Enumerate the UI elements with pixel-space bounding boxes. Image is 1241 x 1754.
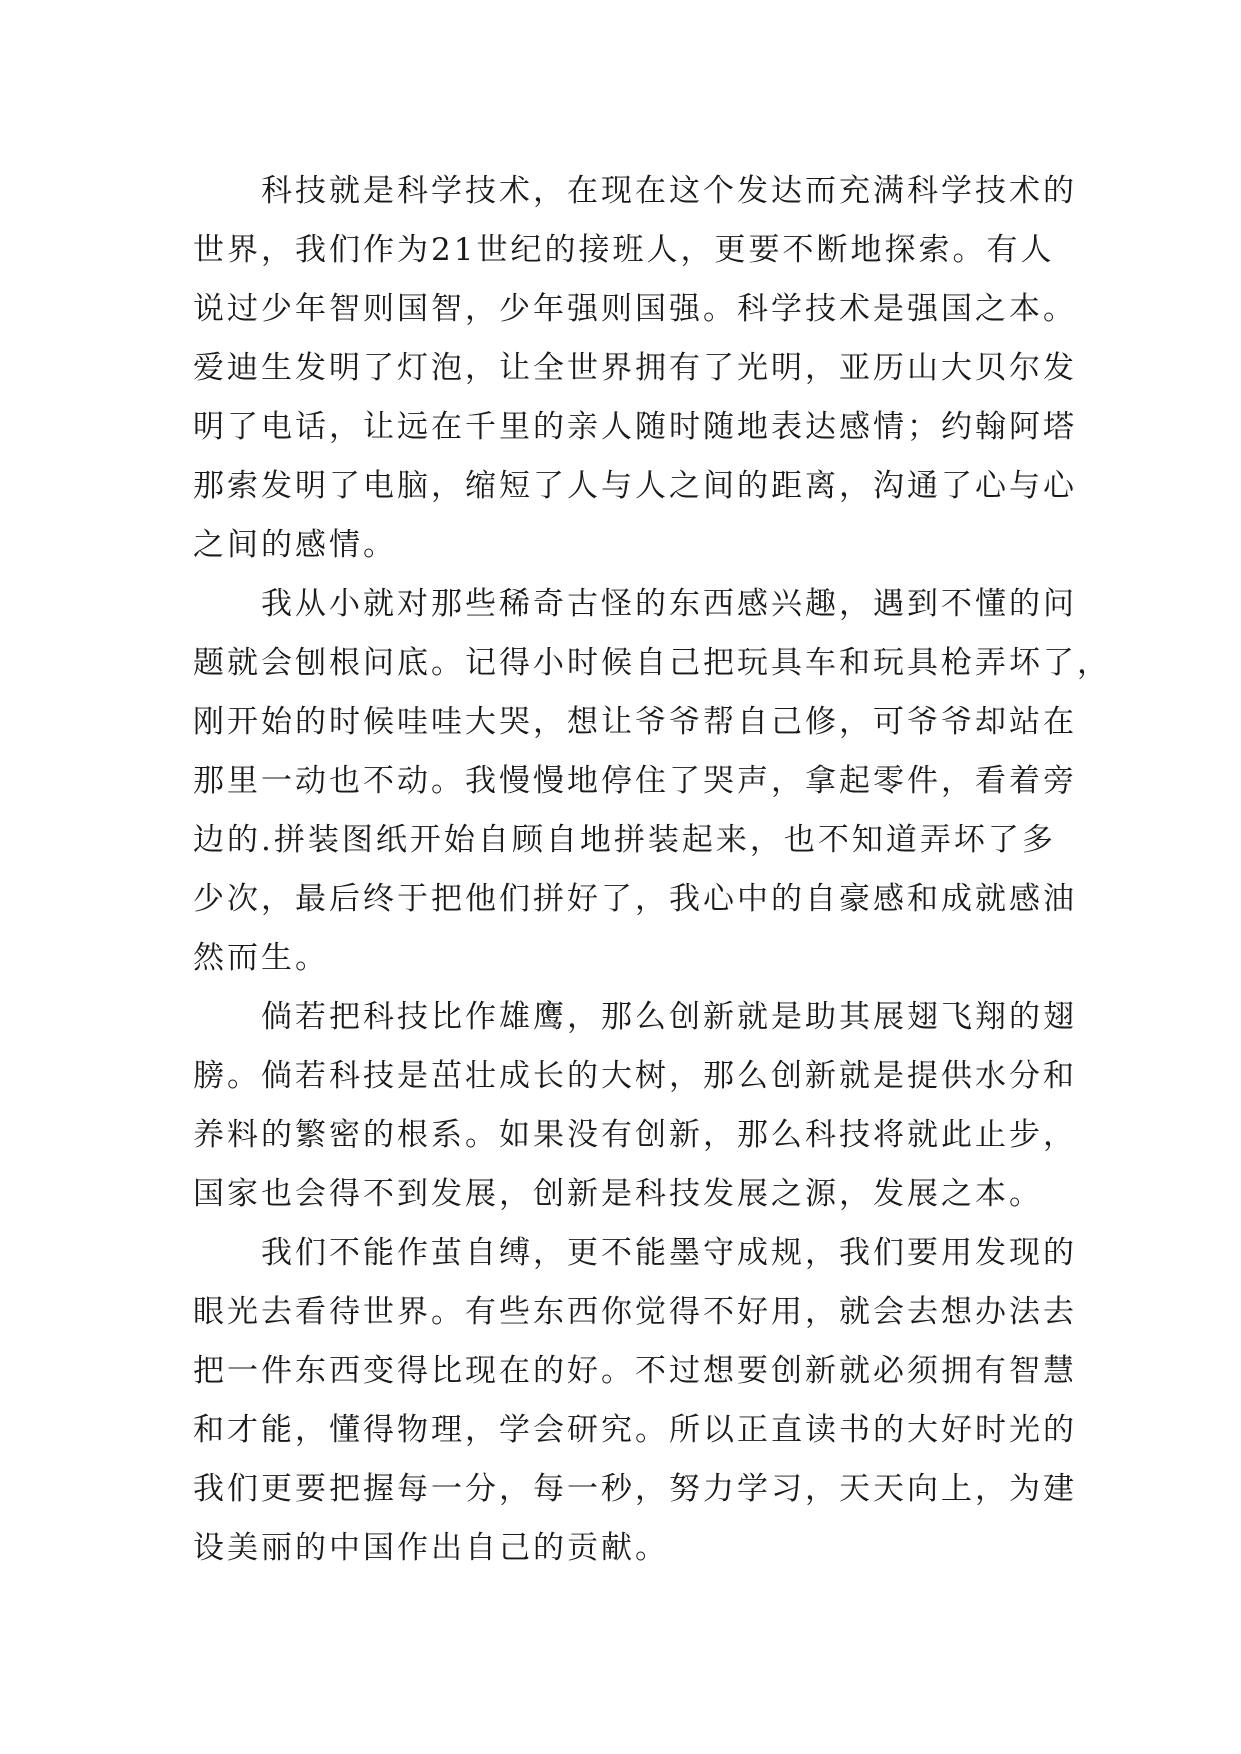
text-line: 我从小就对那些稀奇古怪的东西感兴趣，遇到不懂的问 xyxy=(193,586,1077,622)
paragraph-1 xyxy=(193,162,1077,575)
text-line: 爱迪生发明了灯泡，让全世界拥有了光明，亚历山大贝尔发 xyxy=(193,350,1077,386)
text-line: 我们不能作茧自缚，更不能墨守成规，我们要用发现的 xyxy=(193,1235,1077,1271)
text-line: 然而生。 xyxy=(193,940,329,976)
text-line: 国家也会得不到发展，创新是科技发展之源，发展之本。 xyxy=(193,1176,1043,1212)
paragraph-2 xyxy=(193,575,1111,988)
text-line: 刚开始的时候哇哇大哭，想让爷爷帮自己修，可爷爷却站在 xyxy=(193,704,1077,740)
text-line: 世界，我们作为21世纪的接班人，更要不断地探索。有人 xyxy=(193,232,1055,268)
text-line: 眼光去看待世界。有些东西你觉得不好用，就会去想办法去 xyxy=(193,1294,1077,1330)
text-line: 少次，最后终于把他们拼好了，我心中的自豪感和成就感油 xyxy=(193,881,1077,917)
text-line: 那里一动也不动。我慢慢地停住了哭声，拿起零件，看着旁 xyxy=(193,763,1077,799)
text-line: 把一件东西变得比现在的好。不过想要创新就必须拥有智慧 xyxy=(193,1353,1077,1389)
paragraph-3 xyxy=(193,988,1077,1224)
text-line: 题就会刨根问底。记得小时候自己把玩具车和玩具枪弄坏了， xyxy=(193,645,1111,681)
text-line: 我们更要把握每一分，每一秒，努力学习，天天向上，为建 xyxy=(193,1471,1077,1507)
text-line: 倘若把科技比作雄鹰，那么创新就是助其展翅飞翔的翅 xyxy=(193,999,1077,1035)
text-line: 边的.拼装图纸开始自顾自地拼装起来，也不知道弄坏了多 xyxy=(193,822,1056,858)
text-line: 明了电话，让远在千里的亲人随时随地表达感情；约翰阿塔 xyxy=(193,409,1077,445)
text-line: 养料的繁密的根系。如果没有创新，那么科技将就此止步， xyxy=(193,1117,1077,1153)
text-line: 和才能，懂得物理，学会研究。所以正直读书的大好时光的 xyxy=(193,1412,1077,1448)
paragraph-4 xyxy=(193,1224,1077,1578)
body-text xyxy=(193,162,1111,1578)
text-line: 设美丽的中国作出自己的贡献。 xyxy=(193,1530,669,1566)
text-line: 膀。倘若科技是茁壮成长的大树，那么创新就是提供水分和 xyxy=(193,1058,1077,1094)
text-line: 之间的感情。 xyxy=(193,527,397,563)
text-line: 那索发明了电脑，缩短了人与人之间的距离，沟通了心与心 xyxy=(193,468,1077,504)
text-line: 说过少年智则国智，少年强则国强。科学技术是强国之本。 xyxy=(193,291,1077,327)
text-line: 科技就是科学技术，在现在这个发达而充满科学技术的 xyxy=(193,173,1077,209)
